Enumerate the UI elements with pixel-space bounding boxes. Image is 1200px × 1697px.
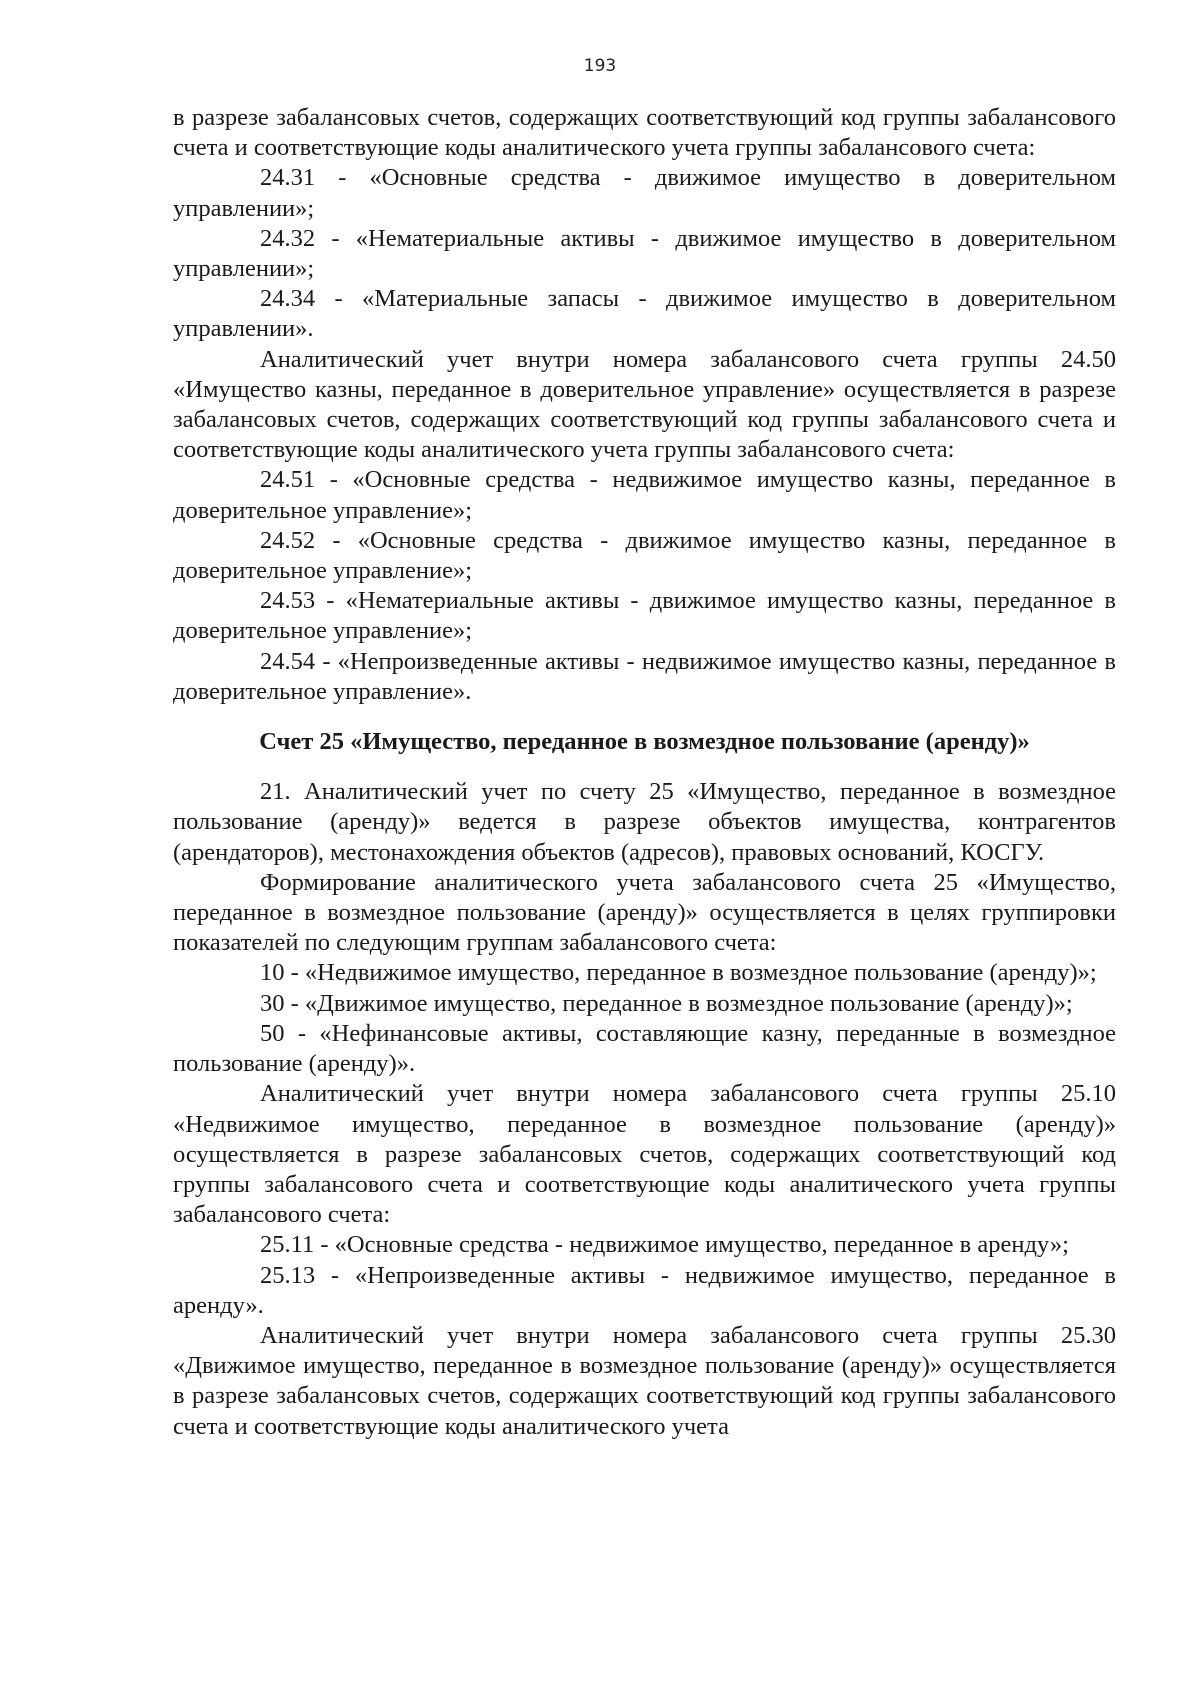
document-body (173, 103, 1116, 1442)
list-item-24-51: 24.51 - «Основные средства - недвижимое имущество казны, переданное в доверительное управление»; (173, 466, 1116, 524)
list-item-24-34: 24.34 - «Материальные запасы - движимое имущество в доверительном управлении». (173, 285, 1116, 343)
list-item-24-52: 24.52 - «Основные средства - движимое имущество казны, переданное в доверительное управление»; (173, 526, 1116, 585)
paragraph-intro-continuation: в разрезе забалансовых счетов, содержащих соответствующий код группы забалансового счета и соответствующие коды аналитического учета группы забалансового счета: (173, 104, 1116, 162)
paragraph-group-25-30: Аналитический учет внутри номера забалансового счета группы 25.30 «Движимое имущество, переданное в возмездное пользование (аренду)» осуществляется в разрезе забалансовых счетов, содержащих соответствующий код группы забалансового счета и соответствующие коды аналитического учета (173, 1321, 1116, 1440)
list-item-10: 10 - «Недвижимое имущество, переданное в возмездное пользование (аренду)»; (260, 959, 1097, 987)
list-item-24-53: 24.53 - «Нематериальные активы - движимое имущество казны, переданное в доверительное управление»; (173, 587, 1116, 645)
list-item-24-32: 24.32 - «Нематериальные активы - движимое имущество в доверительном управлении»; (173, 224, 1116, 283)
paragraph-group-24-50: Аналитический учет внутри номера забалансового счета группы 24.50 «Имущество казны, переданное в доверительное управление» осуществляется в разрезе забалансовых счетов, содержащих соответствующий код группы забалансового счета и соответствующие коды аналитического учета группы забалансового счета: (173, 345, 1116, 464)
page-number: 193 (583, 56, 617, 76)
list-item-25-13: 25.13 - «Непроизведенные активы - недвижимое имущество, переданное в аренду». (173, 1261, 1116, 1319)
list-item-24-54: 24.54 - «Непроизведенные активы - недвижимое имущество казны, переданное в доверительное управление». (173, 647, 1116, 705)
list-item-50: 50 - «Нефинансовые активы, составляющие казну, переданные в возмездное пользование (аренду)». (173, 1019, 1116, 1078)
list-item-25-11: 25.11 - «Основные средства - недвижимое имущество, переданное в аренду»; (260, 1231, 1069, 1259)
list-item-30: 30 - «Движимое имущество, переданное в возмездное пользование (аренду)»; (260, 989, 1073, 1017)
list-item-24-31: 24.31 - «Основные средства - движимое имущество в доверительном управлении»; (173, 164, 1116, 222)
paragraph-item-21: 21. Аналитический учет по счету 25 «Имущество, переданное в возмездное пользование (аренду)» ведется в разрезе объектов имущества, контрагентов (арендаторов), местонахождения объектов (адресов), правовых оснований, КОСГУ. (173, 778, 1116, 866)
section-heading-account-25: Счет 25 «Имущество, переданное в возмездное пользование (аренду)» (259, 728, 1030, 756)
paragraph-formation-account-25: Формирование аналитического учета забалансового счета 25 «Имущество, переданное в возмездное пользование (аренду)» осуществляется в целях группировки показателей по следующим группам забалансового счета: (173, 868, 1116, 957)
paragraph-group-25-10: Аналитический учет внутри номера забалансового счета группы 25.10 «Недвижимое имущество, переданное в возмездное пользование (аренду)» осуществляется в разрезе забалансовых счетов, содержащих соответствующий код группы забалансового счета и соответствующие коды аналитического учета группы забалансового счета: (173, 1080, 1116, 1229)
